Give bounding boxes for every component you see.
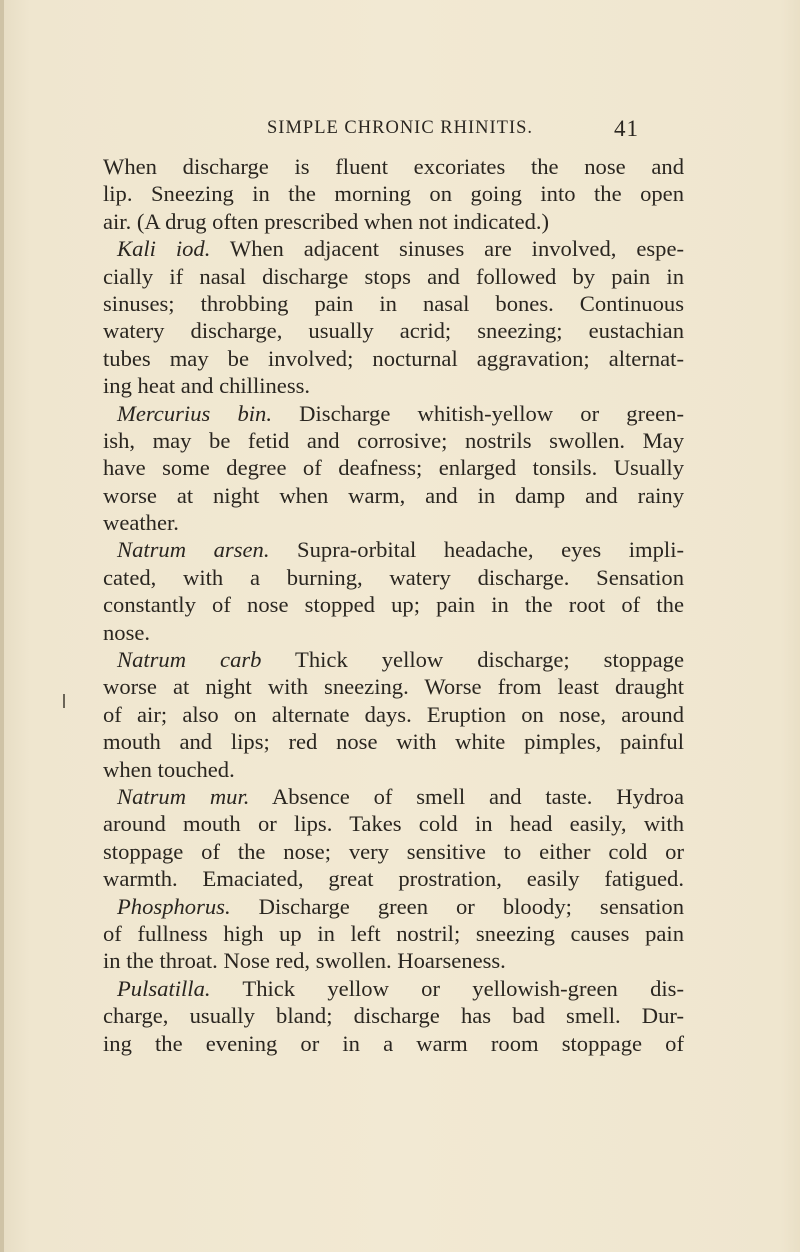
running-title: SIMPLE CHRONIC RHINITIS.	[267, 118, 534, 138]
text-line: worse at night when warm, and in damp and rainy	[103, 482, 684, 508]
remedy-line: Phosphorus. Discharge green or bloody; sensation	[117, 893, 684, 919]
text-line: tubes may be involved; nocturnal aggravation; alternat-	[103, 345, 684, 371]
text-line: ing the evening or in a warm room stoppage of	[103, 1030, 684, 1056]
text-line: air. (A drug often prescribed when not indicated.)	[103, 208, 550, 234]
page-number: 41	[614, 116, 639, 141]
text-line: weather.	[103, 510, 179, 536]
remedy-name: Kali iod.	[117, 236, 211, 262]
margin-mark	[63, 694, 65, 708]
text-line: when touched.	[103, 756, 235, 782]
text-line: of air; also on alternate days. Eruption on nose, around	[103, 701, 684, 727]
text-line: have some degree of deafness; enlarged tonsils. Usually	[103, 455, 684, 481]
text-line: lip. Sneezing in the morning on going into the open	[103, 181, 684, 207]
text-line: stoppage of the nose; very sensitive to either cold or	[103, 838, 684, 864]
remedy-line: Pulsatilla. Thick yellow or yellowish-green dis-	[117, 975, 684, 1001]
text-line: sinuses; throbbing pain in nasal bones. Continuous	[103, 290, 684, 316]
remedy-line: Natrum mur. Absence of smell and taste. Hydroa	[117, 783, 685, 809]
remedy-name: Natrum mur.	[117, 783, 250, 809]
text-line: around mouth or lips. Takes cold in head easily, with	[103, 811, 684, 837]
text-line: ing heat and chilliness.	[103, 373, 311, 399]
text-line: mouth and lips; red nose with white pimples, painful	[103, 729, 684, 755]
text-line: constantly of nose stopped up; pain in the root of the	[103, 592, 684, 618]
binding-gutter	[0, 0, 4, 1252]
remedy-line: Natrum carb Thick yellow discharge; stoppage	[117, 647, 684, 673]
body-text	[103, 153, 684, 1057]
text-line: warmth. Emaciated, great prostration, easily fatigued.	[103, 866, 684, 892]
remedy-line: Mercurius bin. Discharge whitish-yellow or green-	[117, 400, 684, 426]
remedy-name: Mercurius bin.	[117, 400, 272, 426]
text-line: cated, with a burning, watery discharge. Sensation	[103, 564, 684, 590]
text-line: charge, usually bland; discharge has bad smell. Dur-	[103, 1003, 684, 1029]
text-line: ish, may be fetid and corrosive; nostrils swollen. May	[103, 427, 684, 453]
text-line: cially if nasal discharge stops and followed by pain in	[103, 263, 684, 289]
text-line: worse at night with sneezing. Worse from least draught	[103, 674, 684, 700]
remedy-name: Natrum carb	[117, 647, 262, 673]
remedy-line: Natrum arsen. Supra-orbital headache, eyes impli-	[117, 537, 685, 563]
text-line: When discharge is fluent excoriates the nose and	[103, 154, 684, 179]
remedy-name: Phosphorus.	[117, 893, 231, 919]
text-line: in the throat. Nose red, swollen. Hoarseness.	[103, 948, 506, 974]
remedy-name: Natrum arsen.	[117, 537, 270, 563]
remedy-name: Pulsatilla.	[117, 975, 211, 1001]
text-line: nose.	[103, 619, 151, 645]
remedy-line: Kali iod. When adjacent sinuses are involved, espe-	[117, 236, 684, 262]
text-line: of fullness high up in left nostril; sneezing causes pain	[103, 920, 684, 946]
text-line: watery discharge, usually acrid; sneezing; eustachian	[103, 318, 684, 344]
